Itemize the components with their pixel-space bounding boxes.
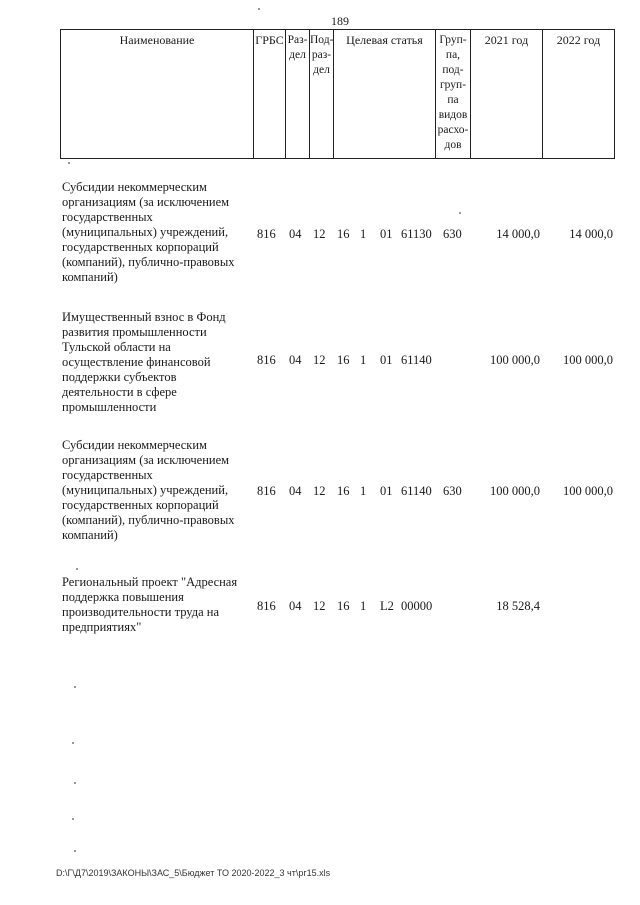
row-target-direction: 61140 xyxy=(401,484,432,498)
row-amount-2021: 18 528,4 xyxy=(496,599,540,613)
scan-speck xyxy=(459,212,461,214)
row-target-event: 01 xyxy=(380,484,393,498)
row-target-program: 16 xyxy=(337,353,350,367)
row-amount-2021: 100 000,0 xyxy=(490,484,540,498)
header-target-article: Целевая статья xyxy=(334,30,436,158)
row-target-event: 01 xyxy=(380,227,393,241)
row-podrazdel: 12 xyxy=(313,484,326,498)
scan-speck xyxy=(68,162,70,164)
row-target-subprogram: 1 xyxy=(360,353,367,367)
row-grbs: 816 xyxy=(257,227,276,241)
row-name: Субсидии некоммерческим организациям (за исключением государственных (муниципальных) учреждений, государственных корпораций (компаний), публично-правовых компаний) xyxy=(62,180,235,284)
row-razdel: 04 xyxy=(289,484,302,498)
scan-speck xyxy=(76,568,78,570)
row-grbs: 816 xyxy=(257,599,276,613)
row-amount-2022: 100 000,0 xyxy=(563,484,613,498)
row-amount-2021: 14 000,0 xyxy=(496,227,540,241)
header-grbs: ГРБС xyxy=(254,30,286,158)
row-target-direction: 61130 xyxy=(401,227,432,241)
row-podrazdel: 12 xyxy=(313,353,326,367)
scan-speck xyxy=(74,782,76,784)
row-name: Региональный проект "Адресная поддержка повышения производительности труда на предприятиях" xyxy=(62,575,238,634)
row-razdel: 04 xyxy=(289,599,302,613)
row-razdel: 04 xyxy=(289,227,302,241)
row-razdel: 04 xyxy=(289,353,302,367)
scan-speck xyxy=(72,742,74,744)
row-target-event: L2 xyxy=(380,599,394,613)
header-razdel: Раз- дел xyxy=(286,30,310,158)
scan-speck xyxy=(258,8,260,10)
scan-speck xyxy=(72,818,74,820)
row-amount-2021: 100 000,0 xyxy=(490,353,540,367)
row-target-subprogram: 1 xyxy=(360,599,367,613)
row-name: Субсидии некоммерческим организациям (за исключением государственных (муниципальных) учреждений, государственных корпораций (компаний), публично-правовых компаний) xyxy=(62,438,235,542)
row-grbs: 816 xyxy=(257,484,276,498)
row-podrazdel: 12 xyxy=(313,599,326,613)
row-target-direction: 00000 xyxy=(401,599,433,613)
row-amount-2022: 100 000,0 xyxy=(563,353,613,367)
header-expense-group: Груп- па, под- груп- па видов расхо- дов xyxy=(436,30,471,158)
row-target-program: 16 xyxy=(337,484,350,498)
header-2022: 2022 год xyxy=(543,30,615,158)
row-expense-group: 630 xyxy=(443,227,462,241)
row-podrazdel: 12 xyxy=(313,227,326,241)
scan-speck xyxy=(74,686,76,688)
row-target-direction: 61140 xyxy=(401,353,432,367)
scan-speck xyxy=(74,850,76,852)
row-grbs: 816 xyxy=(257,353,276,367)
row-target-subprogram: 1 xyxy=(360,227,367,241)
row-name: Имущественный взнос в Фонд развития промышленности Тульской области на осуществление финансовой поддержки субъектов деятельности в сфере промышленности xyxy=(62,310,226,414)
row-target-program: 16 xyxy=(337,227,350,241)
header-podrazdel: Под- раз- дел xyxy=(310,30,334,158)
header-2021: 2021 год xyxy=(471,30,543,158)
table-header xyxy=(60,29,615,159)
file-path-footer: D:\Г\Д7\2019\ЗАКОНЫ\ЗАС_5\Бюджет ТО 2020-2022_3 чт\рг15.xls xyxy=(56,868,331,878)
row-amount-2022: 14 000,0 xyxy=(569,227,613,241)
row-target-event: 01 xyxy=(380,353,393,367)
header-name: Наименование xyxy=(61,30,254,158)
row-expense-group: 630 xyxy=(443,484,462,498)
row-target-program: 16 xyxy=(337,599,350,613)
row-target-subprogram: 1 xyxy=(360,484,367,498)
page-number: 189 xyxy=(331,14,349,28)
